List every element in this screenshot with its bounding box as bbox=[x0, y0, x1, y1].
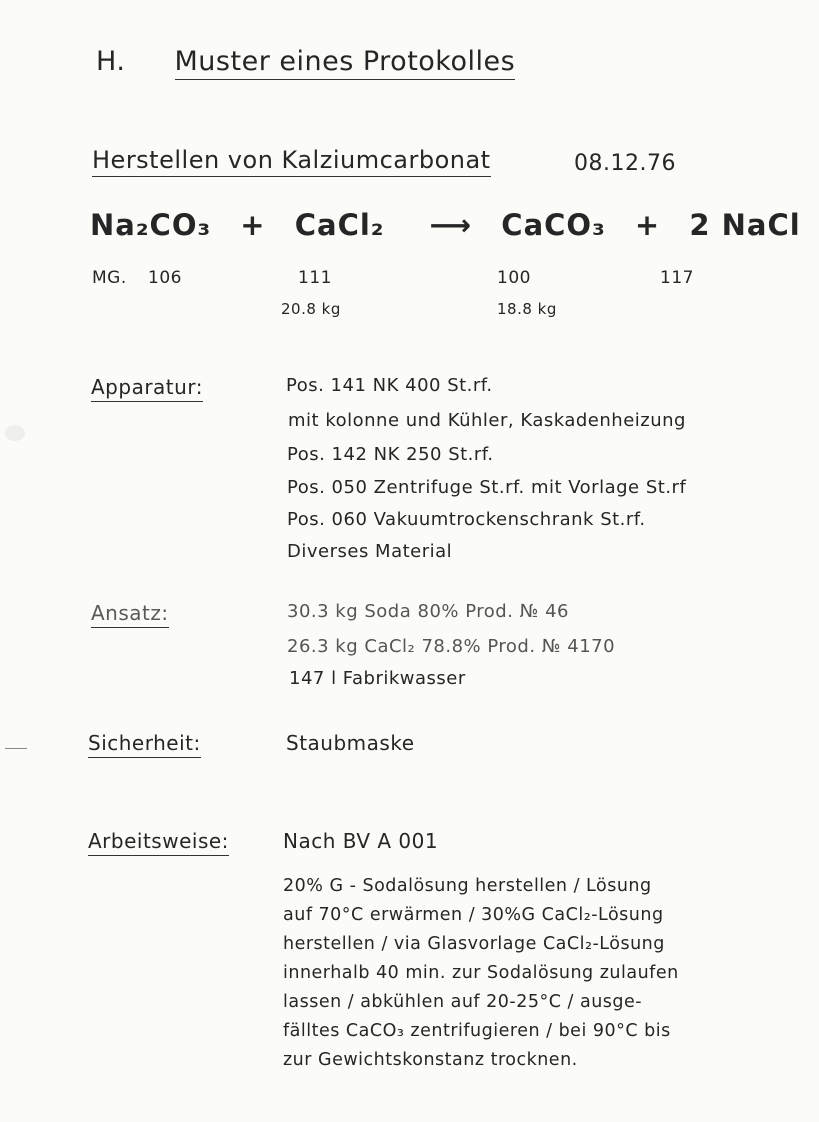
plus-sign: + bbox=[240, 208, 266, 242]
heading-text: Muster eines Protokolles bbox=[175, 46, 516, 80]
section-label-arbeitsweise: Arbeitsweise: bbox=[88, 829, 229, 856]
apparatur-line: Pos. 060 Vakuumtrockenschrank St.rf. bbox=[287, 509, 646, 530]
arbeitsweise-line: herstellen / via Glasvorlage CaCl₂-Lösung bbox=[283, 934, 665, 954]
mass-cacl2: 20.8 kg bbox=[281, 300, 341, 318]
arbeitsweise-line: fälltes CaCO₃ zentrifugieren / bei 90°C bis bbox=[283, 1021, 671, 1041]
product-nacl: 2 NaCl bbox=[689, 208, 801, 242]
sicherheit-text: Staubmaske bbox=[286, 731, 415, 755]
mass-caco3: 18.8 kg bbox=[497, 300, 557, 318]
molar-mass-na2co3: 106 bbox=[148, 268, 182, 288]
reaction-arrow-icon: ⟶ bbox=[429, 208, 473, 242]
plus-sign: + bbox=[634, 208, 661, 242]
molar-mass-label: MG. bbox=[92, 268, 127, 288]
apparatur-line: Pos. 141 NK 400 St.rf. bbox=[286, 375, 493, 396]
apparatur-line: mit kolonne und Kühler, Kaskadenheizung bbox=[288, 410, 686, 431]
page-heading bbox=[96, 46, 515, 77]
molar-mass-nacl: 117 bbox=[660, 268, 694, 288]
ansatz-line: 147 l Fabrikwasser bbox=[289, 668, 466, 689]
arbeitsweise-reference: Nach BV A 001 bbox=[283, 829, 439, 853]
section-label-sicherheit: Sicherheit: bbox=[88, 731, 201, 758]
arbeitsweise-line: auf 70°C erwärmen / 30%G CaCl₂-Lösung bbox=[283, 905, 664, 925]
reactant-cacl2: CaCl₂ bbox=[294, 208, 385, 242]
experiment-title: Herstellen von Kalziumcarbonat bbox=[92, 146, 491, 177]
apparatur-line: Diverses Material bbox=[287, 541, 453, 562]
section-label-apparatur: Apparatur: bbox=[91, 375, 203, 402]
section-label-ansatz: Ansatz: bbox=[91, 601, 169, 628]
molar-mass-cacl2: 111 bbox=[298, 268, 332, 288]
reactant-na2co3: Na₂CO₃ bbox=[90, 208, 212, 242]
punch-hole-top bbox=[5, 425, 25, 441]
product-caco3: CaCO₃ bbox=[501, 208, 606, 242]
apparatur-line: Pos. 050 Zentrifuge St.rf. mit Vorlage St.rf bbox=[287, 477, 687, 498]
reaction-equation bbox=[90, 208, 819, 242]
arbeitsweise-line: 20% G - Sodalösung herstellen / Lösung bbox=[283, 876, 652, 896]
arbeitsweise-line: zur Gewichtskonstanz trocknen. bbox=[283, 1050, 578, 1070]
molar-mass-caco3: 100 bbox=[497, 268, 531, 288]
arbeitsweise-text bbox=[283, 872, 679, 1075]
punch-mark bbox=[5, 748, 27, 749]
apparatur-line: Pos. 142 NK 250 St.rf. bbox=[287, 444, 494, 465]
arbeitsweise-line: lassen / abkühlen auf 20-25°C / ausge- bbox=[283, 992, 643, 1012]
ansatz-line: 30.3 kg Soda 80% Prod. № 46 bbox=[287, 601, 569, 622]
arbeitsweise-line: innerhalb 40 min. zur Sodalösung zulaufen bbox=[283, 963, 679, 983]
ansatz-line: 26.3 kg CaCl₂ 78.8% Prod. № 4170 bbox=[287, 636, 616, 657]
experiment-date: 08.12.76 bbox=[574, 151, 676, 176]
heading-letter: H. bbox=[96, 46, 126, 77]
